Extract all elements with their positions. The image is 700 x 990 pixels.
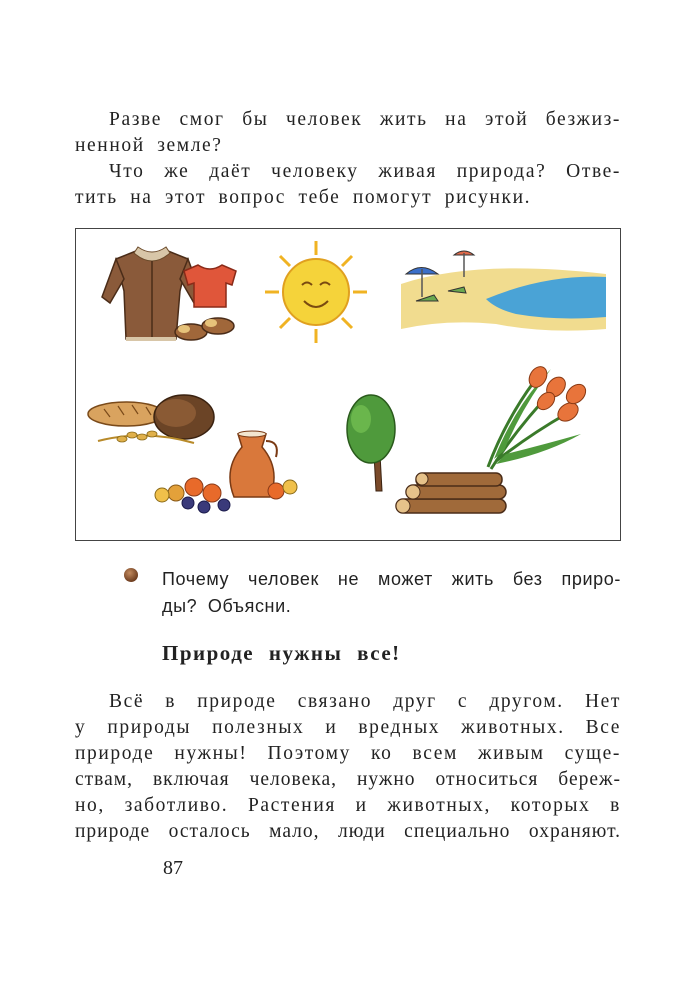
body-line: Всё в природе связано друг с другом. Нет	[109, 691, 621, 712]
tulips-icon	[488, 363, 589, 469]
question-line: Почему человек не может жить без приро-	[162, 569, 621, 589]
body-line: у природы полезных и вредных животных. Все	[75, 717, 621, 738]
intro-line: тить на этот вопрос тебе помогут рисунки.	[75, 187, 532, 208]
sun-icon	[265, 241, 367, 343]
intro-paragraph	[75, 107, 621, 211]
page-number: 87	[163, 857, 183, 879]
tree-icon	[347, 395, 395, 491]
illustration	[76, 229, 622, 542]
body-line: ствам, включая человека, нужно относиться береж-	[75, 769, 621, 790]
body-line: природе осталось мало, люди специально охраняют.	[75, 821, 621, 842]
illustration-box	[75, 228, 621, 541]
body-line: природе нужны! Поэтому ко всем живым суще-	[75, 743, 621, 764]
question-bullet	[124, 568, 138, 582]
logs-icon	[396, 473, 506, 513]
beach-icon	[401, 251, 606, 331]
body-line: но, заботливо. Растения и животных, которых в	[75, 795, 621, 816]
question-paragraph	[162, 566, 621, 620]
fruits-icon	[155, 478, 297, 513]
section-heading: Природе нужны все!	[162, 641, 401, 665]
intro-line: Что же даёт человеку живая природа? Отве-	[109, 161, 621, 182]
intro-line: Разве смог бы человек жить на этой безжиз-	[109, 109, 621, 130]
question-line: ды? Объясни.	[162, 596, 292, 616]
intro-line: ненной земле?	[75, 135, 223, 156]
slippers-icon	[175, 318, 234, 340]
body-paragraph	[75, 689, 621, 845]
